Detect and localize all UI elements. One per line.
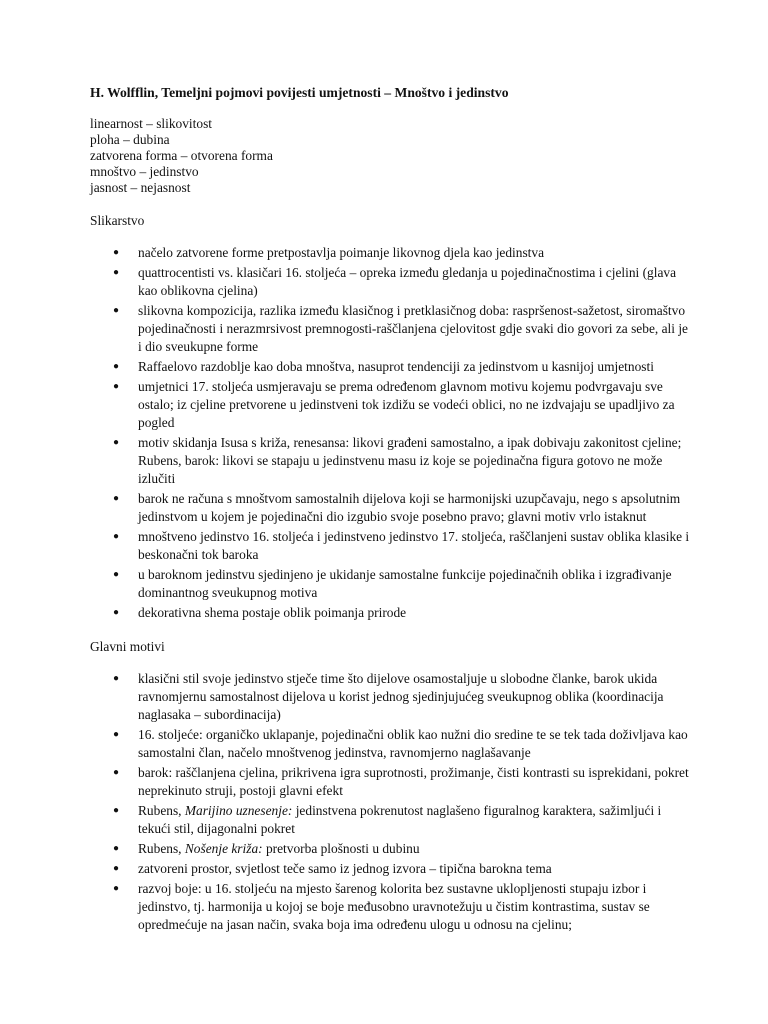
bullet-icon: ● — [113, 305, 120, 316]
concept-pair: mnoštvo – jedinstvo — [90, 164, 199, 179]
list-item: ● umjetnici 17. stoljeća usmjeravaju se prema određenom glavnom motivu kojemu podvrgavaju sve ostalo; iz cjeline pretvorene u jedinstveni tok izdižu se vodeći oblici, no ne izdvajaju se upadljivo za pogled — [113, 379, 675, 430]
list-item: ● klasični stil svoje jedinstvo stječe time što dijelove osamostaljuje u slobodne članke, barok ukida ravnomjernu samostalnost dijelova u korist jednog sjedinjujućeg sveukupnog oblika (koordinacija naglasaka – subordinacija) — [113, 671, 664, 722]
bullet-icon: ● — [113, 437, 120, 448]
list-item: ● quattrocentisti vs. klasičari 16. stoljeća – opreka između gledanja u pojedinačnostima i cjelini (glava kao oblikovna cjelina) — [113, 265, 677, 298]
bullet-list — [90, 670, 690, 934]
bullet-icon: ● — [113, 805, 120, 816]
section-heading: Glavni motivi — [90, 639, 165, 654]
concept-pair: ploha – dubina — [90, 132, 170, 147]
bullet-icon: ● — [113, 267, 120, 278]
bullet-icon: ● — [113, 569, 120, 580]
bullet-icon: ● — [113, 729, 120, 740]
list-item: ● barok ne računa s mnoštvom samostalnih dijelova koji se harmonijski uzupčavaju, nego s apsolutnim jedinstvom u kojem je pojedinačni dio izgubio svoje posebno pravo; glavni motiv vrlo istaknut — [113, 491, 681, 524]
concept-pair: linearnost – slikovitost — [90, 116, 212, 131]
bullet-icon: ● — [113, 361, 120, 372]
section-glavni-motivi — [90, 638, 690, 934]
bullet-icon: ● — [113, 381, 120, 392]
bullet-icon: ● — [113, 673, 120, 684]
concept-pair: zatvorena forma – otvorena forma — [90, 148, 273, 163]
bullet-icon: ● — [113, 247, 120, 258]
list-item: ● Rubens, Marijino uznesenje: jedinstvena pokrenutost naglašeno figuralnog karaktera, sažimljući i tekući stil, dijagonalni pokret — [113, 803, 662, 836]
list-item: ● 16. stoljeće: organičko uklapanje, pojedinačni oblik kao nužni dio sredine te se tek tada doživljava kao samostalni član, načelo mnoštvenog jedinstva, ravnomjerno naglašavanje — [113, 727, 688, 760]
list-item: ● motiv skidanja Isusa s križa, renesansa: likovi građeni samostalno, a ipak dobivaju zakonitost cjeline; Rubens, barok: likovi se stapaju u jedinstvenu masu iz koje se pojedinačna figura gotovo ne može izlučiti — [113, 435, 682, 486]
list-item: ● načelo zatvorene forme pretpostavlja poimanje likovnog djela kao jedinstva — [113, 245, 545, 260]
bullet-icon: ● — [113, 863, 120, 874]
bullet-icon: ● — [113, 767, 120, 778]
bullet-icon: ● — [113, 843, 120, 854]
bullet-icon: ● — [113, 493, 120, 504]
list-item: ● u baroknom jedinstvu sjedinjeno je ukidanje samostalne funkcije pojedinačnih oblika i izgrađivanje dominantnog sveukupnog motiva — [113, 567, 672, 600]
list-item: ● slikovna kompozicija, razlika između klasičnog i pretklasičnog doba: raspršenost-sažetost, siromaštvo pojedinačnosti i nerazmrsivost premnogosti-raščlanjena cjelovitost gdje svaki dio govori za sebe, ali je i dio sveukupne forme — [113, 303, 688, 354]
section-slikarstvo — [90, 212, 690, 622]
list-item: ● mnoštveno jedinstvo 16. stoljeća i jedinstveno jedinstvo 17. stoljeća, raščlanjeni sustav oblika klasike i beskonačni tok baroka — [113, 529, 690, 562]
document-page — [90, 84, 690, 950]
list-item: ● Raffaelovo razdoblje kao doba mnoštva, nasuprot tendenciji za jedinstvom u kasnijoj umjetnosti — [113, 359, 654, 374]
section-heading: Slikarstvo — [90, 213, 145, 228]
bullet-list — [90, 244, 690, 622]
bullet-icon: ● — [113, 607, 120, 618]
list-item: ● barok: raščlanjena cjelina, prikrivena igra suprotnosti, prožimanje, čisti kontrasti su isprekidani, pokret neprekinuto struji, postoji glavni efekt — [113, 765, 689, 798]
concept-pair: jasnost – nejasnost — [90, 180, 191, 195]
list-item: ● zatvoreni prostor, svjetlost teče samo iz jednog izvora – tipična barokna tema — [113, 861, 552, 876]
concept-pairs-list — [90, 116, 690, 196]
document-title: H. Wolfflin, Temeljni pojmovi povijesti umjetnosti – Mnoštvo i jedinstvo — [90, 85, 509, 100]
bullet-icon: ● — [113, 883, 120, 894]
list-item: ● Rubens, Nošenje križa: pretvorba plošnosti u dubinu — [113, 841, 420, 856]
bullet-icon: ● — [113, 531, 120, 542]
list-item: ● razvoj boje: u 16. stoljeću na mjesto šarenog kolorita bez sustavne ukloplјenosti stupaju izbor i jedinstvo, tj. harmonija u kojoj se boje međusobno uravnotežuju u čistim kontrastima, sustav se opredmećuje na jasan način, svaka boja ima određenu ulogu u odnosu na cjelinu; — [113, 881, 650, 932]
list-item: ● dekorativna shema postaje oblik poimanja prirode — [113, 605, 407, 620]
